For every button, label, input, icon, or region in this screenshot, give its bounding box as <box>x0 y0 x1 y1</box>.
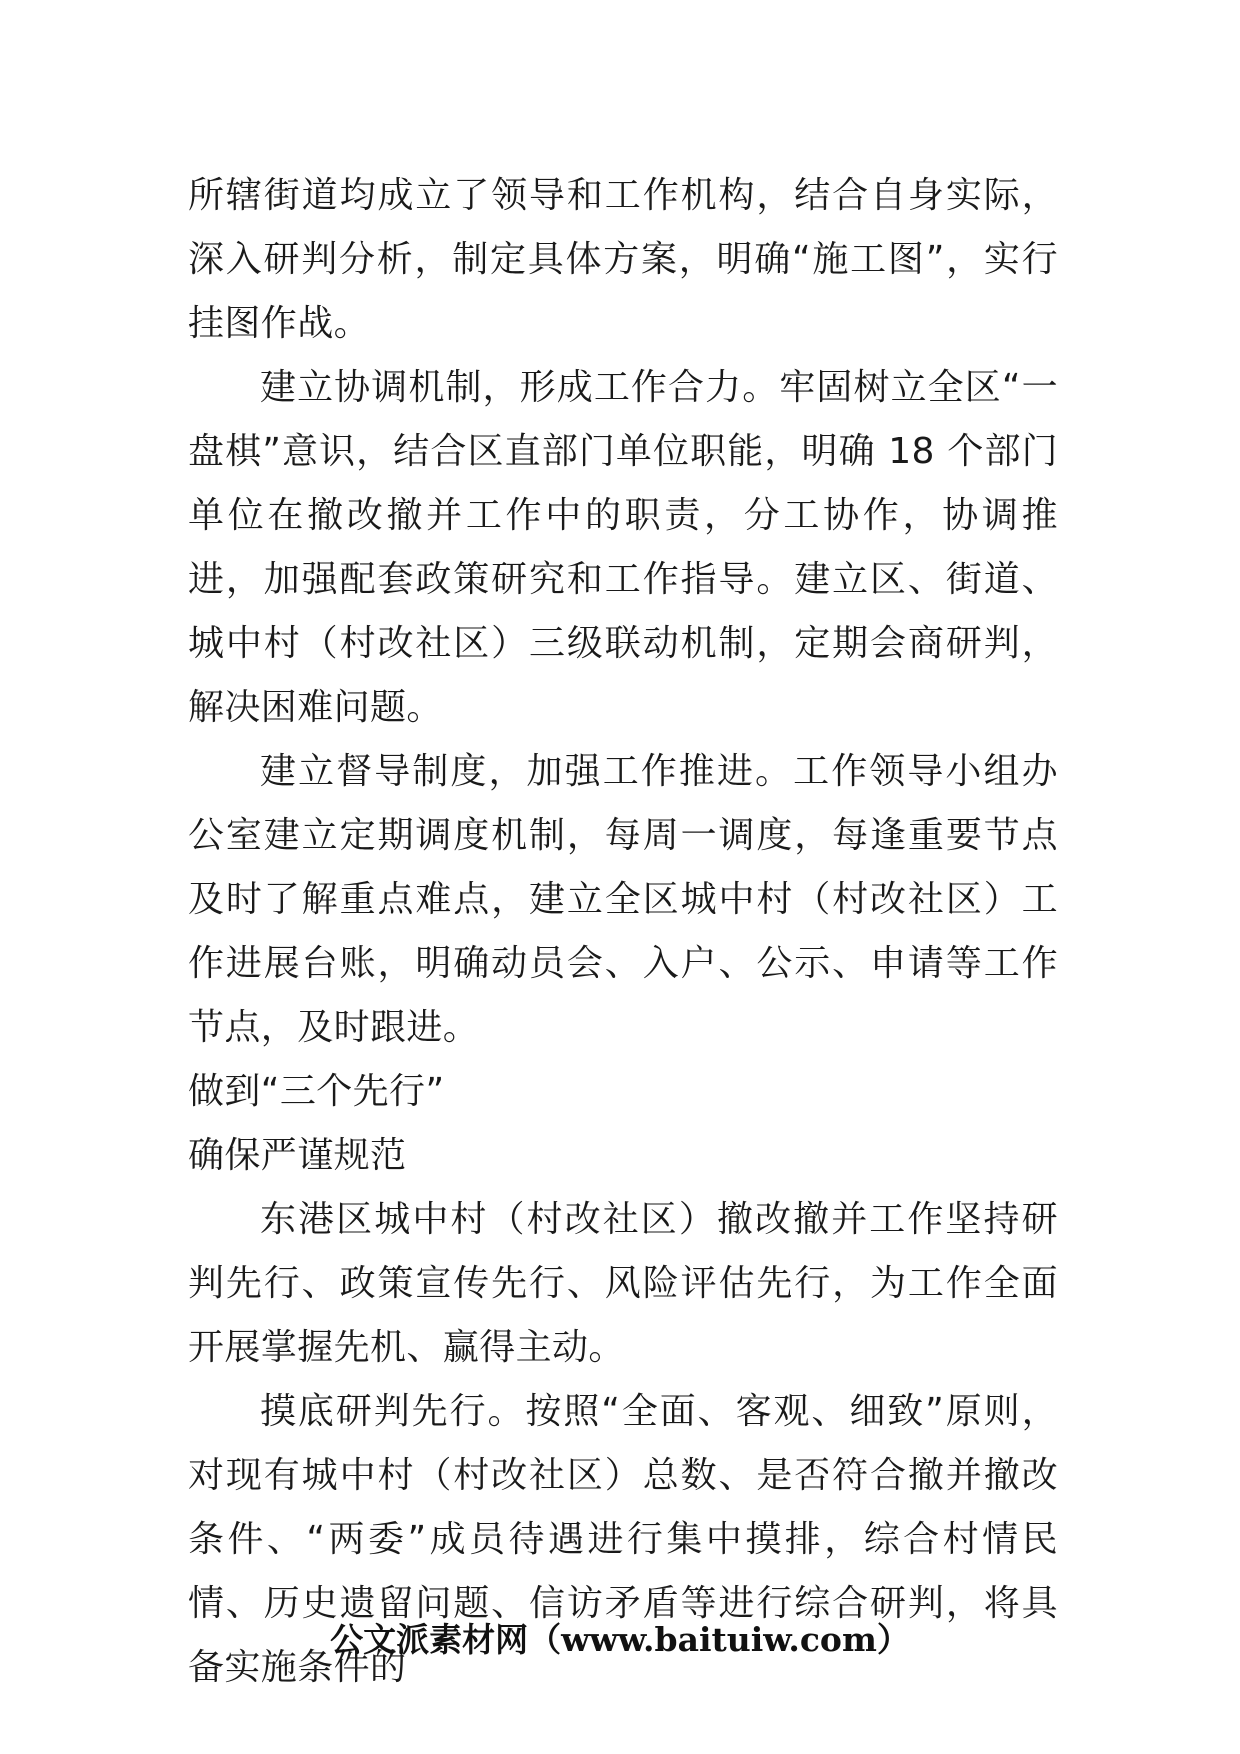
paragraph-donggang-overview: 东港区城中村（村改社区）撤改撤并工作坚持研判先行、政策宣传先行、风险评估先行，为工作全面开展掌握先机、赢得主动。 <box>188 1199 1058 1368</box>
footer-source: 公文派素材网（www.baituiw.com） <box>330 1620 910 1659</box>
paragraph-continuation: 所辖街道均成立了领导和工作机构，结合自身实际，深入研判分析，制定具体方案，明确“施工图”，实行挂图作战。 <box>188 175 1058 344</box>
section-heading-three-firsts: 做到“三个先行” <box>188 1071 445 1112</box>
document-body <box>188 164 1058 1700</box>
paragraph-supervision-system: 建立督导制度，加强工作推进。工作领导小组办公室建立定期调度机制，每周一调度，每逢重要节点及时了解重点难点，建立全区城中村（村改社区）工作进展台账，明确动员会、入户、公示、申请等工作节点，及时跟进。 <box>188 751 1058 1048</box>
paragraph-coordination-mechanism: 建立协调机制，形成工作合力。牢固树立全区“一盘棋”意识，结合区直部门单位职能，明确 18 个部门单位在撤改撤并工作中的职责，分工协作，协调推进，加强配套政策研究和工作指导。建立区、街道、城中村（村改社区）三级联动机制，定期会商研判，解决困难问题。 <box>188 367 1058 728</box>
paragraph-survey-first: 摸底研判先行。按照“全面、客观、细致”原则，对现有城中村（村改社区）总数、是否符合撤并撤改条件、“两委”成员待遇进行集中摸排，综合村情民情、历史遗留问题、信访矛盾等进行综合研判，将具备实施条件的 <box>188 1391 1058 1688</box>
section-heading-rigorous: 确保严谨规范 <box>188 1135 407 1176</box>
